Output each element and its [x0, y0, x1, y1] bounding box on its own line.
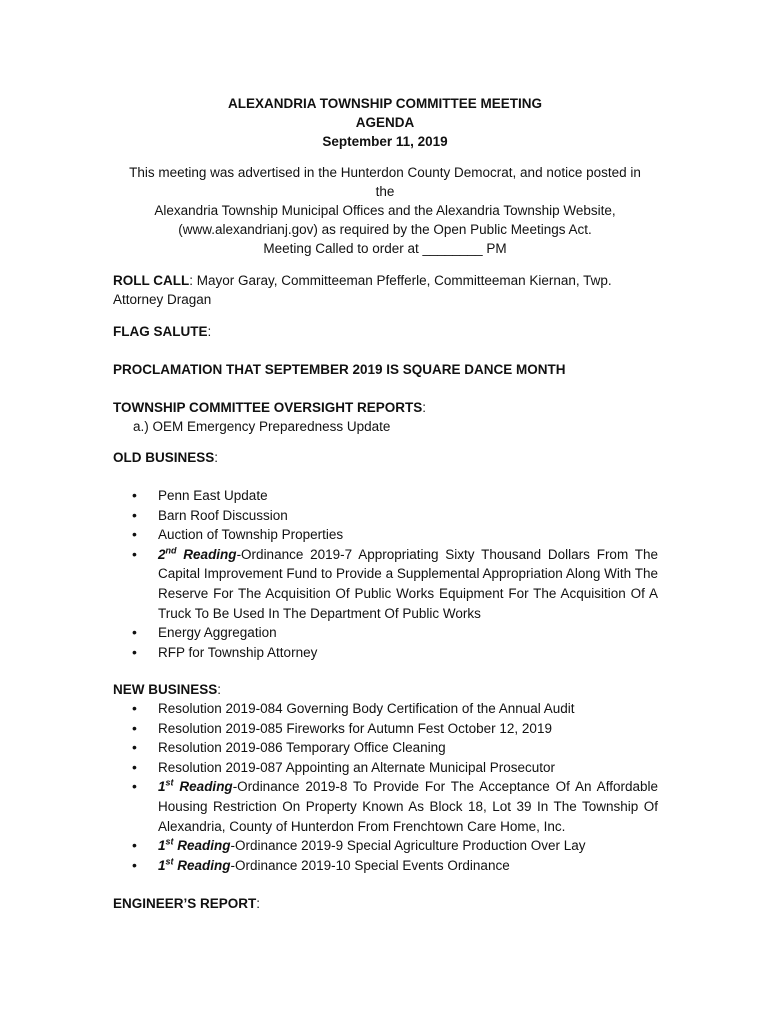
list-item: • Auction of Township Properties: [113, 525, 658, 545]
reading-sup: st: [165, 836, 174, 847]
reading-sup: st: [165, 777, 174, 788]
old-business-list-wrap: [113, 486, 658, 662]
oversight-colon: :: [422, 400, 427, 415]
meeting-notice: [0, 163, 770, 258]
notice-line-1: This meeting was advertised in the Hunterdon County Democrat, and notice posted in: [129, 165, 641, 180]
oversight-section: [113, 398, 658, 436]
new-business-colon: :: [217, 682, 222, 697]
engineer-report-label: ENGINEER’S REPORT: [113, 896, 257, 911]
engineer-report-colon: :: [256, 896, 261, 911]
old-business-list: [113, 486, 658, 662]
reading-text: -Ordinance 2019-9 Special Agriculture Production Over Lay: [230, 838, 586, 854]
reading-text: -Ordinance 2019-8 To Provide For The Acceptance Of An Affordable Housing Restriction On Property Known As Block 18, Lot 39 In The Township Of Alexandria, County of Hunterdon From Frenchtown Care Home, Inc.: [158, 779, 658, 834]
list-item-reading: [113, 856, 658, 876]
reading-label: Reading: [173, 838, 231, 854]
reading-sup: nd: [165, 545, 177, 556]
oversight-label: TOWNSHIP COMMITTEE OVERSIGHT REPORTS: [113, 400, 423, 415]
list-item: • Energy Aggregation: [113, 623, 658, 643]
notice-line-2: the: [375, 184, 395, 199]
reading-num: 1: [158, 857, 166, 873]
list-item: • Resolution 2019-084 Governing Body Certification of the Annual Audit: [113, 699, 658, 719]
header-title: ALEXANDRIA TOWNSHIP COMMITTEE MEETING: [227, 96, 542, 111]
proclamation-heading: PROCLAMATION THAT SEPTEMBER 2019 IS SQUARE DANCE MONTH: [113, 362, 566, 377]
reading-text: -Ordinance 2019-10 Special Events Ordinance: [230, 857, 510, 873]
agenda-header: [0, 94, 770, 151]
list-item: • Penn East Update: [113, 486, 658, 506]
flag-salute-label: FLAG SALUTE: [113, 324, 208, 339]
reading-label: Reading: [173, 779, 233, 795]
list-item: • RFP for Township Attorney: [113, 643, 658, 663]
roll-call-section: [113, 271, 658, 309]
new-business-section: [113, 680, 658, 875]
list-item: • Resolution 2019-087 Appointing an Alternate Municipal Prosecutor: [113, 758, 658, 778]
roll-call-label: ROLL CALL: [113, 273, 190, 288]
reading-text: -Ordinance 2019-7 Appropriating Sixty Thousand Dollars From The Capital Improvement Fund to Provide a Supplemental Appropriation Along With The Reserve For The Acquisition Of Public Works Equipment For The Acquisition Of A Truck To Be Used In The Department Of Public Works: [158, 546, 658, 621]
notice-line-4: (www.alexandrianj.gov) as required by the Open Public Meetings Act.: [178, 222, 592, 237]
flag-salute-colon: :: [207, 324, 212, 339]
notice-line-3: Alexandria Township Municipal Offices and the Alexandria Township Website,: [154, 203, 616, 218]
engineer-report-section: [113, 894, 658, 913]
old-business-colon: :: [214, 450, 219, 465]
list-item-reading: [113, 545, 658, 623]
flag-salute-section: [113, 322, 658, 341]
old-business-heading: [113, 448, 658, 467]
reading-sup: st: [165, 856, 174, 867]
list-item-reading: [113, 836, 658, 856]
notice-line-5: Meeting Called to order at ________ PM: [263, 241, 507, 256]
header-subtitle: AGENDA: [355, 115, 415, 130]
header-date: September 11, 2019: [322, 134, 448, 149]
roll-call-text: : Mayor Garay, Committeeman Pfefferle, Committeeman Kiernan, Twp. Attorney Dragan: [113, 273, 612, 307]
reading-label: Reading: [176, 546, 237, 562]
list-item: • Barn Roof Discussion: [113, 506, 658, 526]
oversight-item-a: a.) OEM Emergency Preparedness Update: [133, 419, 391, 434]
new-business-list: [113, 699, 658, 875]
reading-num: 2: [158, 546, 166, 562]
list-item-reading: [113, 777, 658, 836]
old-business-label: OLD BUSINESS: [113, 450, 215, 465]
list-item: • Resolution 2019-086 Temporary Office Cleaning: [113, 738, 658, 758]
new-business-label: NEW BUSINESS: [113, 682, 218, 697]
reading-label: Reading: [173, 857, 231, 873]
list-item: • Resolution 2019-085 Fireworks for Autumn Fest October 12, 2019: [113, 719, 658, 739]
reading-num: 1: [158, 779, 166, 795]
reading-num: 1: [158, 838, 166, 854]
